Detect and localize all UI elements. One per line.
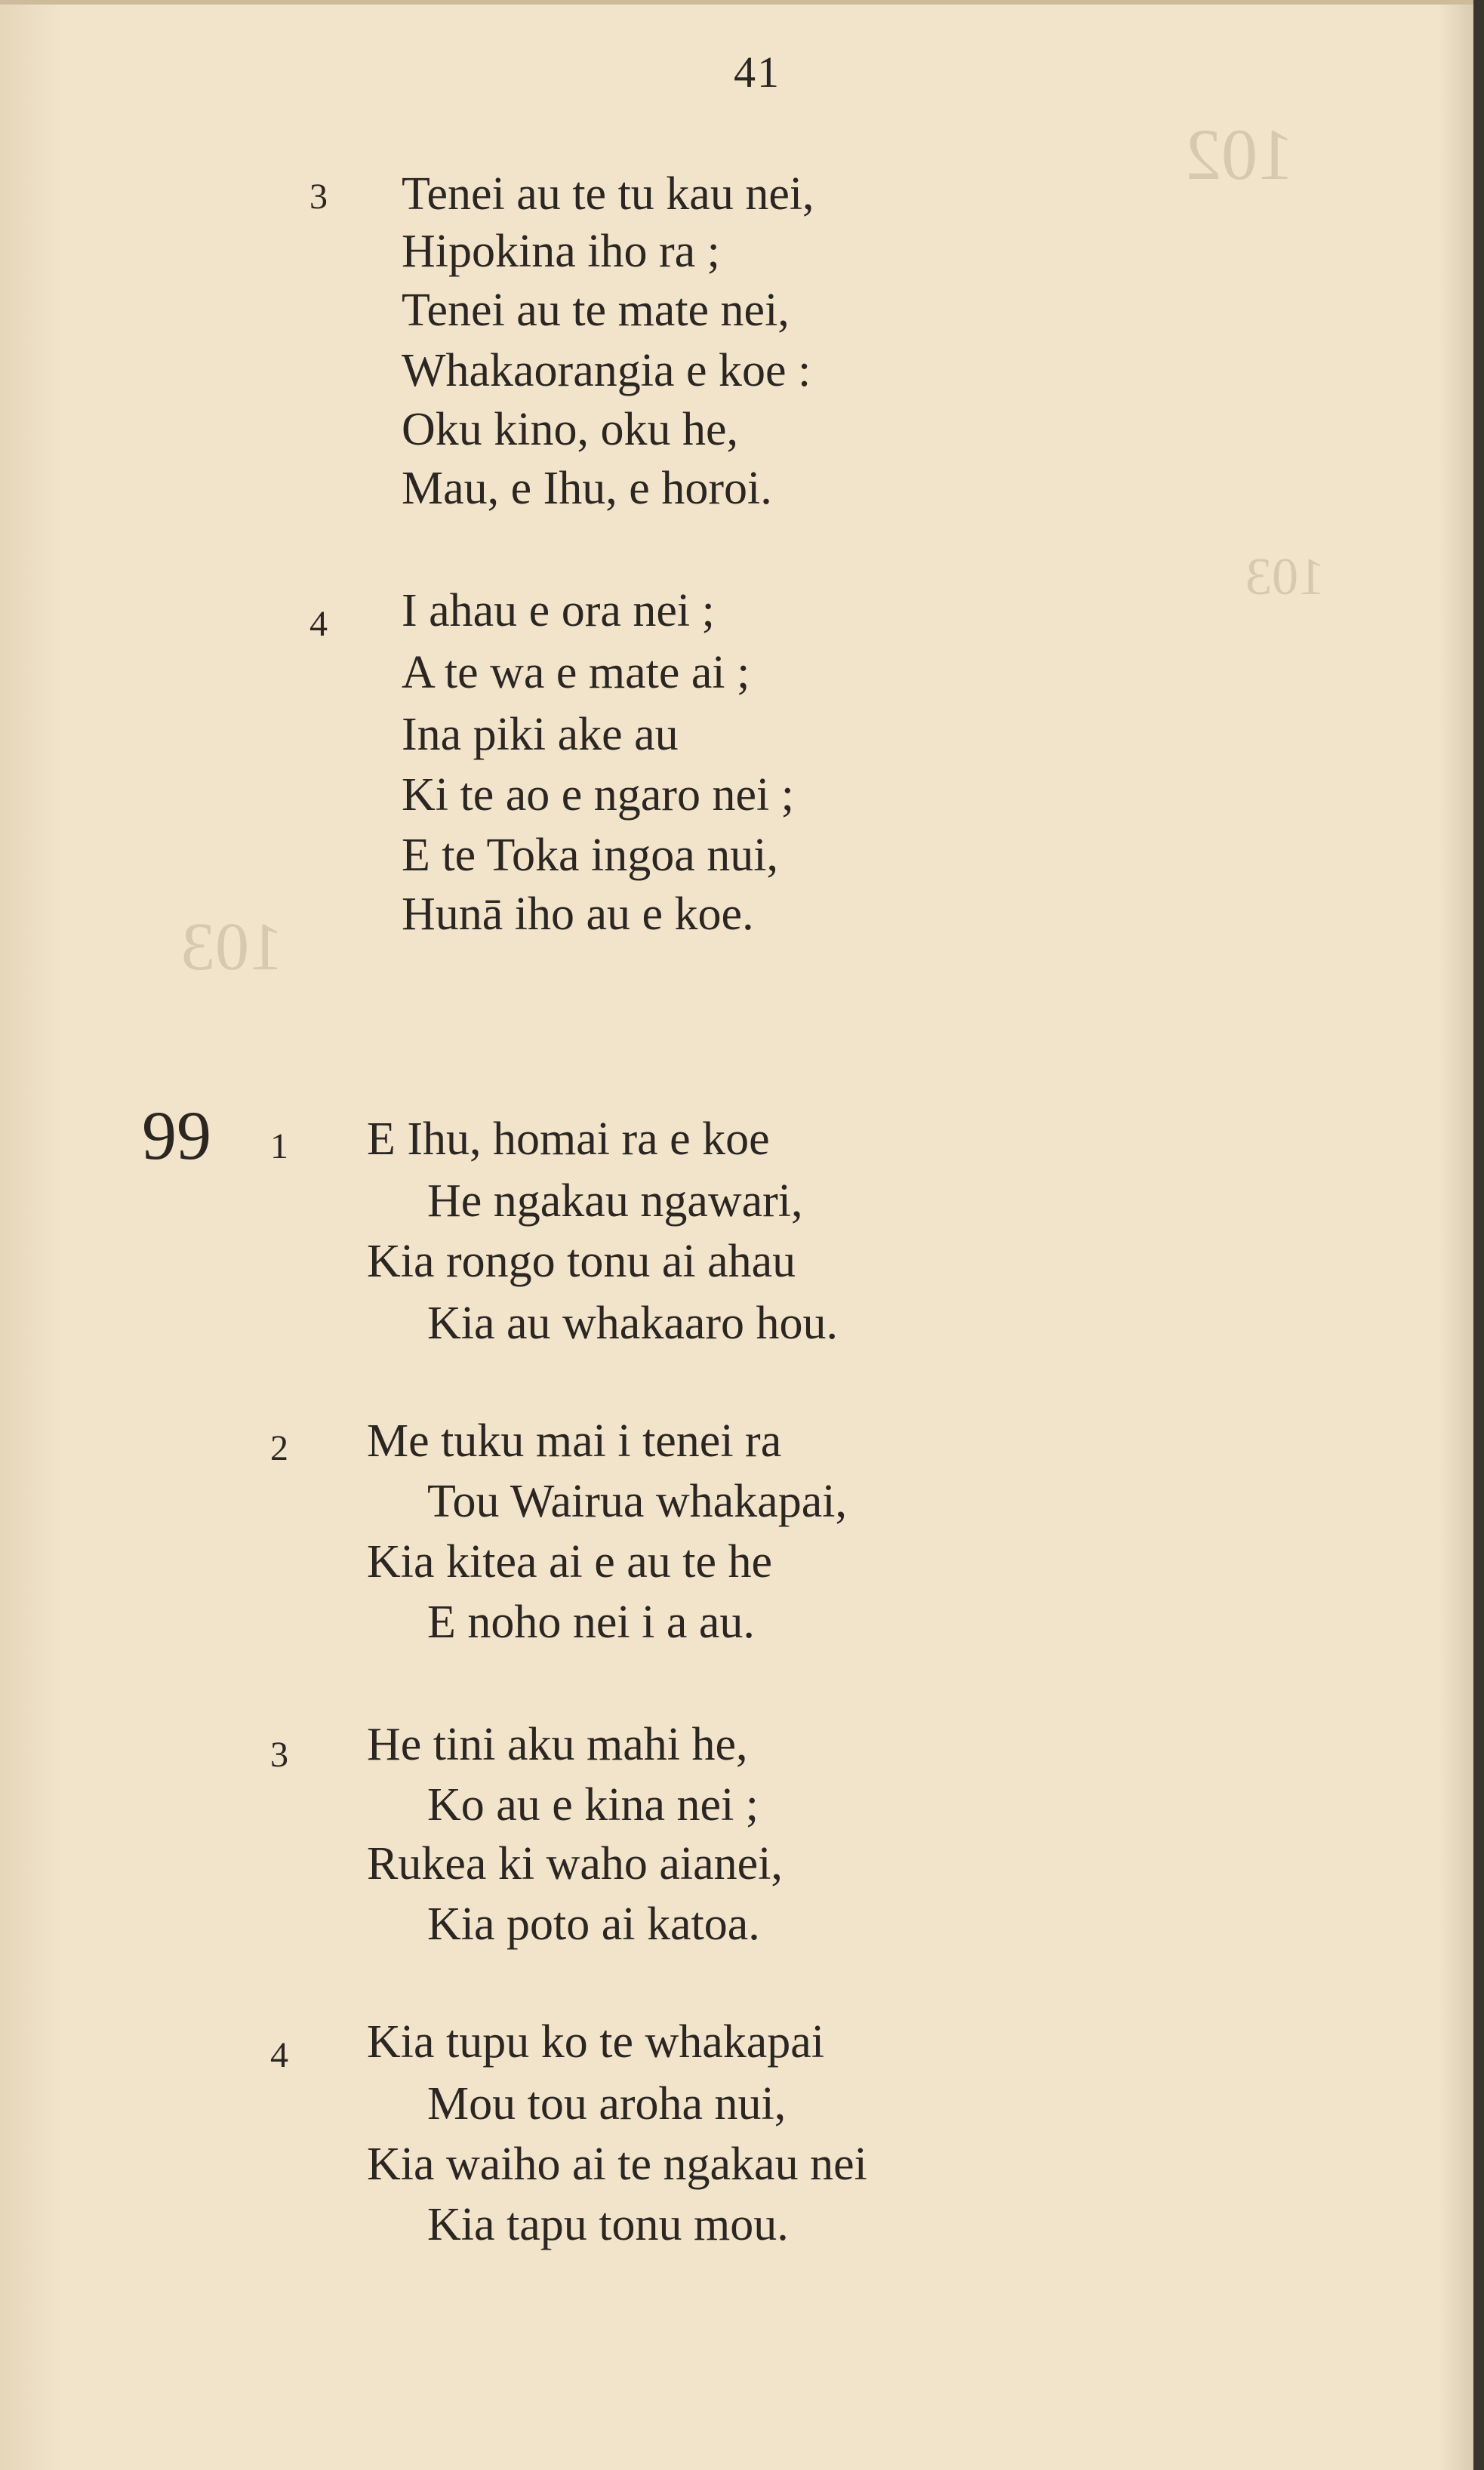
verse-line: E Ihu, homai ra e koe (367, 1113, 770, 1165)
verse-number: 3 (270, 1735, 288, 1775)
verse-number: 2 (270, 1428, 288, 1468)
verse-line: Rukea ki waho aianei, (367, 1838, 783, 1889)
page-right-edge (1473, 0, 1484, 2470)
verse-line: Kia rongo tonu ai ahau (367, 1236, 796, 1287)
verse-line: Whakaorangia e koe : (402, 345, 811, 396)
verse-line: Kia kitea ai e au te he (367, 1536, 773, 1588)
verse-number: 3 (309, 177, 328, 217)
bleed-through-mark: 102 (1185, 114, 1294, 195)
hymn-number: 99 (142, 1097, 211, 1174)
verse-line: He tini aku mahi he, (367, 1719, 748, 1770)
verse-line: Kia tupu ko te whakapai (367, 2016, 825, 2068)
page-top-edge (0, 0, 1484, 5)
verse-line: E te Toka ingoa nui, (402, 830, 779, 881)
page-number: 41 (734, 48, 780, 97)
verse-line: Hunā iho au e koe. (402, 889, 754, 940)
verse-line: He ngakau ngawari, (427, 1175, 803, 1227)
verse-line: Me tuku mai i tenei ra (367, 1415, 782, 1467)
verse-line: Ina piki ake au (402, 709, 679, 760)
verse-line: Kia poto ai katoa. (427, 1899, 760, 1950)
verse-line: Oku kino, oku he, (402, 404, 739, 455)
verse-line: Kia waiho ai te ngakau nei (367, 2139, 867, 2190)
bleed-through-mark: 103 (1245, 548, 1325, 606)
verse-number: 4 (309, 604, 328, 644)
verse-line: I ahau e ora nei ; (402, 585, 715, 636)
verse-line: Hipokina iho ra ; (402, 226, 720, 277)
verse-number: 4 (270, 2035, 288, 2075)
verse-line: Mou tou aroha nui, (427, 2078, 787, 2130)
verse-line: Kia tapu tonu mou. (427, 2199, 789, 2250)
verse-line: Tenei au te tu kau nei, (402, 168, 814, 220)
verse-line: A te wa e mate ai ; (402, 647, 750, 698)
verse-line: Mau, e Ihu, e horoi. (402, 463, 772, 514)
verse-line: Kia au whakaaro hou. (427, 1298, 839, 1349)
bleed-through-mark: 103 (181, 910, 283, 984)
verse-line: Tou Wairua whakapai, (427, 1476, 847, 1527)
verse-number: 1 (270, 1126, 288, 1166)
verse-line: Tenei au te mate nei, (402, 285, 790, 336)
verse-line: Ko au e kina nei ; (427, 1779, 759, 1831)
verse-line: E noho nei i a au. (427, 1597, 755, 1648)
verse-line: Ki te ao e ngaro nei ; (402, 769, 794, 821)
